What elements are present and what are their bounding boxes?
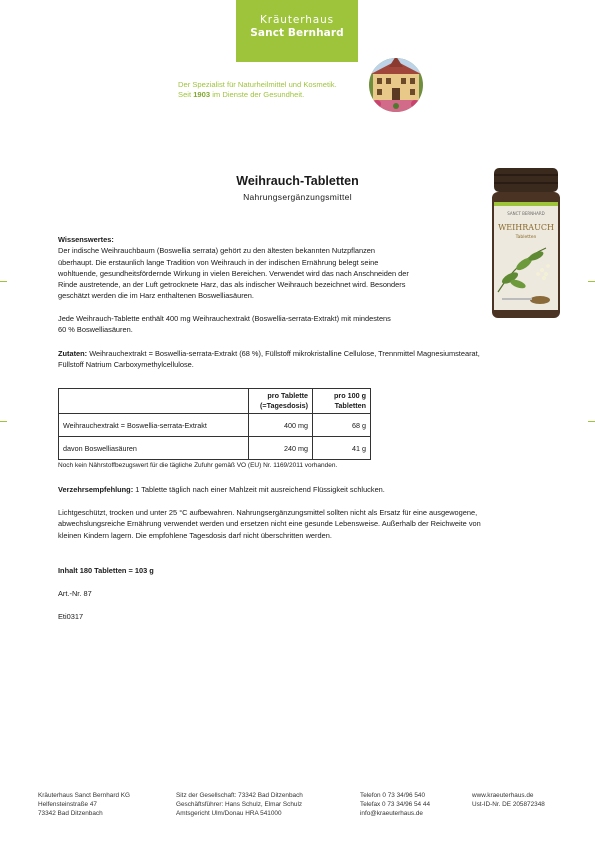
- wissenswertes-line: wohltuende, gesundheitsfördernde Wirkung in vielen Bereichen. Verwendet wird das nach Anschneiden der: [58, 268, 409, 278]
- bottle-label-sub: Tabletten: [515, 235, 537, 240]
- tagline-line-1: Der Spezialist für Naturheilmittel und Kosmetik.: [178, 80, 337, 89]
- table-header-per-100g: pro 100 g Tabletten: [313, 389, 371, 414]
- table-row: [59, 414, 371, 437]
- dosage-line: 60 % Boswelliasäuren.: [58, 325, 133, 335]
- ingredients-line-1: Zutaten: Weihrauchextrakt = Boswellia-serrata-Extrakt (68 %), Füllstoff mikrokristalline Cellulose, Trennmittel Magnesiumstearat,: [58, 349, 480, 358]
- footer-email[interactable]: info@kraeuterhaus.de: [360, 810, 423, 817]
- fold-mark-left-bottom: [0, 421, 7, 422]
- storage-line: kleinen Kindern lagern. Die empfohlene Tagesdosis darf nicht überschritten werden.: [58, 530, 332, 540]
- tagline-year: 1903: [193, 90, 211, 99]
- brand-logo: [236, 0, 358, 62]
- content-quantity: Inhalt 180 Tabletten = 103 g: [58, 566, 154, 575]
- bottle-label-name: WEIHRAUCH: [498, 223, 554, 232]
- fold-mark-right-top: [588, 281, 595, 282]
- dosage-info: [58, 313, 391, 336]
- table-cell: 400 mg: [249, 414, 313, 437]
- table-header-row: [59, 389, 371, 414]
- table-header-per-tablet: pro Tablette (=Tagesdosis): [249, 389, 313, 414]
- storage-line: abwechslungsreiche Ernährung verwendet werden und ersetzen nicht eine gesunde Lebensweise. Außerhalb der Reichweite von: [58, 519, 481, 529]
- article-number: Art.-Nr. 87: [58, 589, 92, 598]
- tagline-line-2: Seit 1903 im Dienste der Gesundheit.: [178, 90, 305, 99]
- fold-mark-right-bottom: [588, 421, 595, 422]
- footer-web: www.kraeuterhaus.de Ust-ID-Nr. DE 205872348: [472, 792, 545, 808]
- logo-line-2: Sanct Bernhard: [250, 27, 344, 39]
- ingredients-section: [58, 348, 480, 371]
- product-title: Weihrauch-Tabletten: [236, 174, 359, 188]
- bottle-label-brand: SANCT BERNHARD: [507, 211, 545, 216]
- table-cell: 41 g: [313, 437, 371, 460]
- wissenswertes-line: Der indische Weihrauchbaum (Boswellia serrata) gehört zu den ältesten bekannten Nutzpflanzen: [58, 246, 376, 256]
- fold-mark-left-top: [0, 281, 7, 282]
- product-subtitle: Nahrungsergänzungsmittel: [243, 192, 352, 202]
- table-cell: 240 mg: [249, 437, 313, 460]
- table-cell: 68 g: [313, 414, 371, 437]
- nutrition-table: [58, 388, 371, 460]
- footer-legal: Sitz der Gesellschaft: 73342 Bad Ditzenbach Geschäftsführer: Hans Schulz, Elmar Schulz Amtsgericht Ulm/Donau HRA 541000: [176, 792, 303, 817]
- storage-warnings: [58, 507, 481, 541]
- logo-line-1: Kräuterhaus: [259, 14, 335, 26]
- consumption-label: Verzehrsempfehlung:: [58, 485, 134, 494]
- table-cell: davon Boswelliasäuren: [59, 437, 249, 460]
- table-note: Noch kein Nährstoffbezugswert für die tägliche Zufuhr gemäß VO (EU) Nr. 1169/2011 vorhanden.: [58, 462, 338, 469]
- wissenswertes-heading: Wissenswertes:: [58, 235, 114, 244]
- company-building-photo: [369, 58, 423, 112]
- footer-contact: Telefon 0 73 34/96 540 Telefax 0 73 34/96 54 44 info@kraeuterhaus.de: [360, 792, 430, 817]
- ingredients-line-2: Füllstoff Natrium Carboxymethylcellulose.: [58, 360, 194, 370]
- wissenswertes-line: Rinde austretende, an der Luft getrocknete Harz, das als indischer Weihrauch bezeichnet wird. Besonders: [58, 280, 406, 290]
- storage-line: Lichtgeschützt, trocken und unter 25 °C aufbewahren. Nahrungsergänzungsmittel sollten nicht als Ersatz für eine ausgewogene,: [58, 508, 478, 517]
- table-row: [59, 437, 371, 460]
- wissenswertes-line: geschätzt werden die im Harz enthaltenen Boswelliasäuren.: [58, 291, 254, 301]
- consumption-recommendation: Verzehrsempfehlung: 1 Tablette täglich nach einer Mahlzeit mit ausreichend Flüssigkeit schlucken.: [58, 485, 385, 494]
- wissenswertes-line: überhaupt. Die erstaunlich lange Tradition von Weihrauch in der indischen Ernährung belegt seine: [58, 257, 379, 267]
- tagline: [178, 80, 337, 100]
- table-header-empty: [59, 389, 249, 414]
- ingredients-label: Zutaten:: [58, 349, 88, 358]
- footer-company: Kräuterhaus Sanct Bernhard KG Helfensteinstraße 47 73342 Bad Ditzenbach: [38, 792, 131, 817]
- dosage-line: Jede Weihrauch-Tablette enthält 400 mg Weihrauchextrakt (Boswellia-serrata-Extrakt) mit mindestens: [58, 314, 391, 323]
- wissenswertes-section: [58, 234, 409, 302]
- label-code: Eti0317: [58, 612, 84, 621]
- footer-website-link[interactable]: www.kraeuterhaus.de: [472, 792, 534, 799]
- table-cell: Weihrauchextrakt = Boswellia-serrata-Extrakt: [59, 414, 249, 437]
